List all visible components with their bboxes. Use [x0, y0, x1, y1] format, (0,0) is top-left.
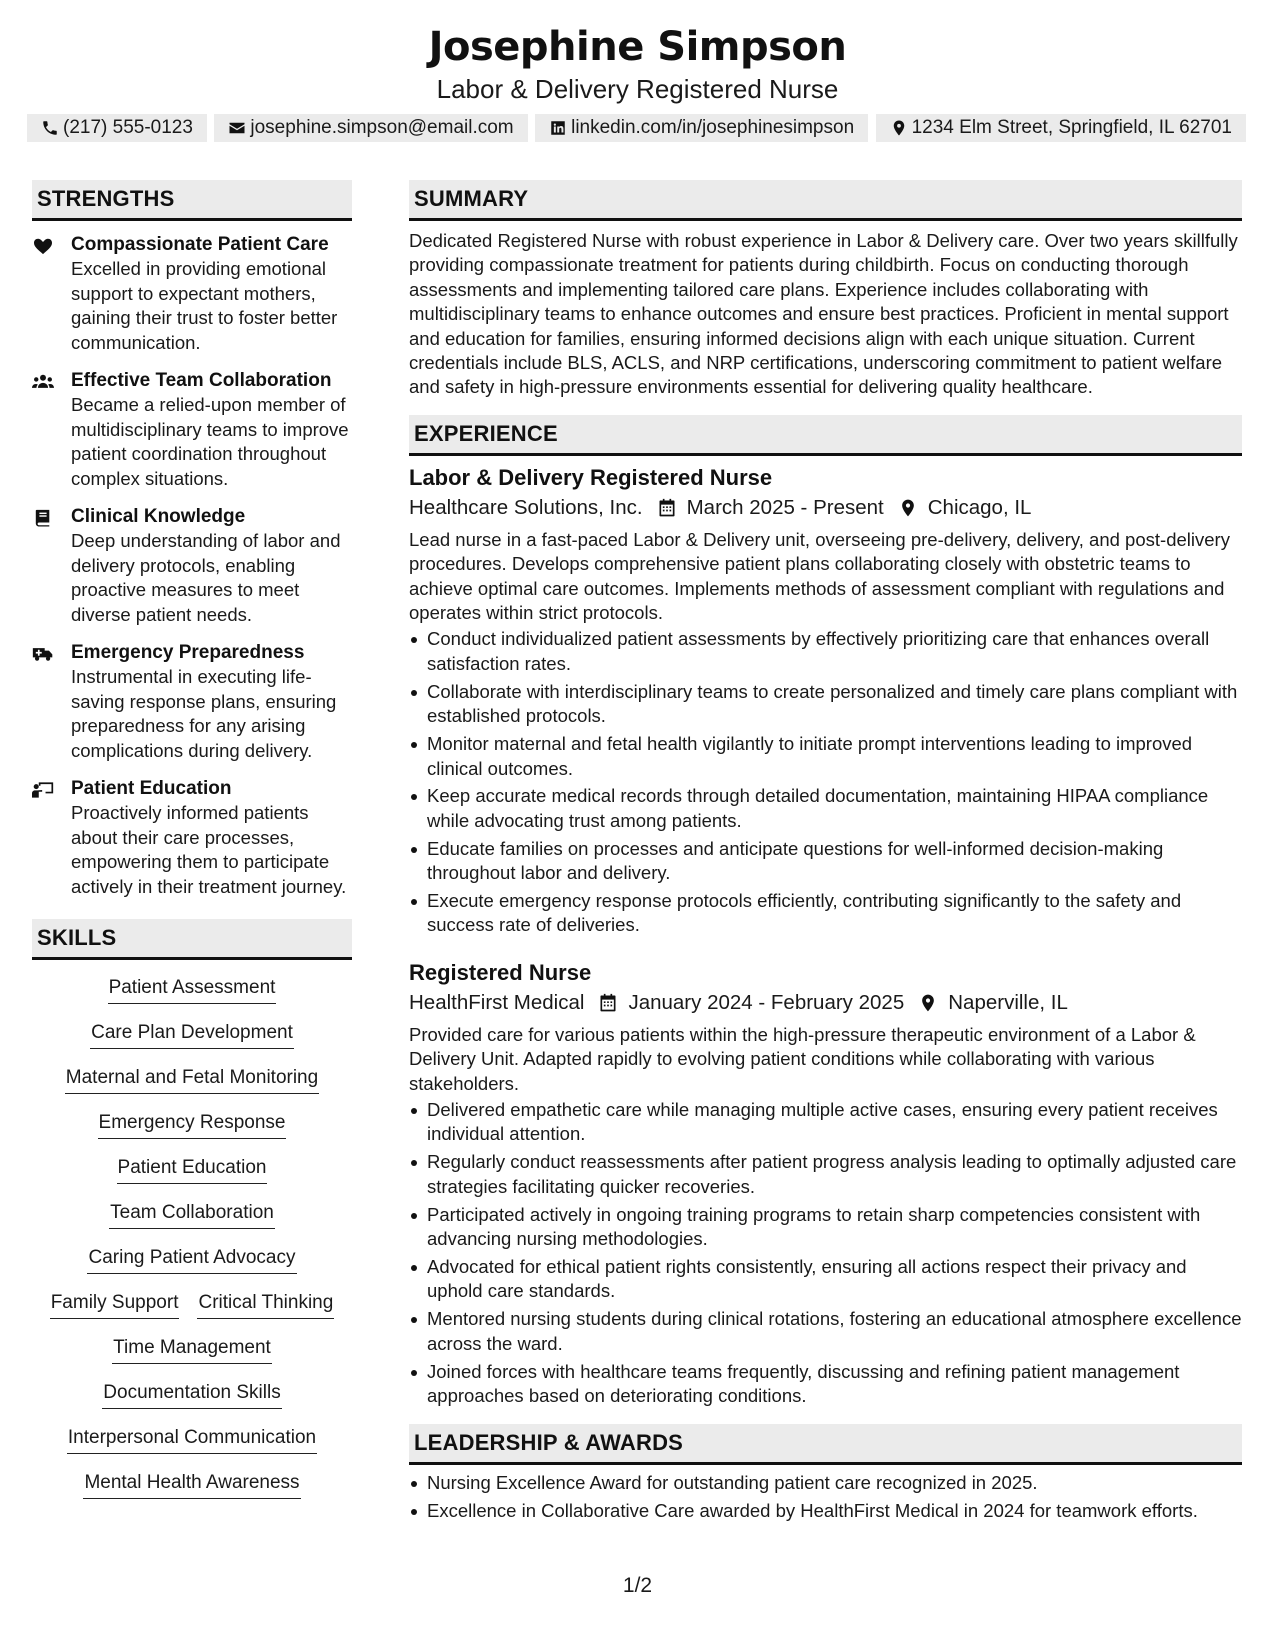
heart-icon — [32, 237, 54, 255]
strength-item — [32, 369, 352, 491]
contact-linkedin[interactable] — [535, 114, 868, 142]
strength-desc: Became a relied-upon member of multidisciplinary teams to improve patient coordination throughout complex situations. — [71, 394, 349, 489]
skill-tag: Patient Education — [117, 1156, 268, 1184]
bullet-item: Regularly conduct reassessments after patient progress analysis leading to optimally adjusted care strategies facilitating quicker recoveries. — [409, 1150, 1242, 1199]
award-item: Nursing Excellence Award for outstanding patient care recognized in 2025. — [409, 1471, 1242, 1495]
skill-tag: Interpersonal Communication — [67, 1426, 317, 1454]
strengths-list — [32, 233, 352, 899]
strength-title: Clinical Knowledge — [71, 506, 246, 527]
envelope-icon — [228, 119, 246, 137]
book-icon — [32, 509, 54, 527]
bullet-item: Participated actively in ongoing training programs to retain sharp competencies consistent with advancing nursing methodologies. — [409, 1203, 1242, 1252]
calendar-icon — [657, 498, 677, 518]
strength-item — [32, 641, 352, 763]
job-description: Provided care for various patients within the high-pressure therapeutic environment of a Labor & Delivery Unit. Adapted rapidly to evolving patient conditions while collaborating with various stakeholders. — [409, 1023, 1196, 1094]
bullet-item: Advocated for ethical patient rights consistently, ensuring all actions respect their privacy and uphold care standards. — [409, 1255, 1242, 1304]
job-description: Lead nurse in a fast-paced Labor & Delivery unit, overseeing pre-delivery, delivery, and post-delivery procedures. Develops comprehensive patient plans collaborating closely with obstetric teams to achieve optimal care outcomes. Implements methods of assessment compliant with regulations and operates within strict protocols. — [409, 528, 1230, 624]
map-marker-icon — [898, 498, 918, 518]
skill-tag: Team Collaboration — [109, 1201, 275, 1229]
leadership-section — [409, 1424, 1242, 1523]
skill-tag: Critical Thinking — [197, 1291, 334, 1319]
bullet-item: Keep accurate medical records through detailed documentation, maintaining HIPAA compliance while advocating trust among patients. — [409, 784, 1242, 833]
contact-phone[interactable] — [27, 114, 207, 142]
calendar-icon — [598, 993, 618, 1013]
award-item: Excellence in Collaborative Care awarded by HealthFirst Medical in 2024 for teamwork efforts. — [409, 1499, 1242, 1523]
skill-tag: Patient Assessment — [108, 976, 277, 1004]
candidate-name: Josephine Simpson — [428, 24, 847, 70]
skill-tag: Time Management — [112, 1336, 272, 1364]
strength-item — [32, 505, 352, 627]
job-meta — [409, 988, 1242, 1018]
map-marker-icon — [890, 119, 908, 137]
skill-tag: Maternal and Fetal Monitoring — [65, 1066, 319, 1094]
ambulance-icon — [32, 645, 54, 663]
phone-icon — [41, 119, 59, 137]
skills-heading: SKILLS — [32, 919, 352, 960]
users-icon — [32, 373, 54, 391]
map-marker-icon — [918, 993, 938, 1013]
strength-item — [32, 777, 352, 899]
address-text: 1234 Elm Street, Springfield, IL 62701 — [911, 117, 1232, 138]
bullet-item: Conduct individualized patient assessments by effectively prioritizing care that enhances overall satisfaction rates. — [409, 627, 1242, 676]
phone-text: (217) 555-0123 — [63, 117, 193, 138]
strengths-heading: STRENGTHS — [32, 180, 352, 221]
experience-section — [409, 415, 1242, 1409]
job-bullets — [409, 627, 1242, 937]
job-company: HealthFirst Medical — [409, 990, 585, 1014]
skill-tag: Caring Patient Advocacy — [87, 1246, 296, 1274]
job-location: Naperville, IL — [948, 990, 1068, 1014]
right-column — [409, 180, 1242, 1527]
strength-title: Effective Team Collaboration — [71, 370, 332, 391]
left-column — [32, 180, 352, 1506]
strength-title: Compassionate Patient Care — [71, 234, 329, 255]
linkedin-text: linkedin.com/in/josephinesimpson — [571, 117, 855, 138]
job-dates: January 2024 - February 2025 — [628, 990, 905, 1014]
contact-bar — [27, 114, 1246, 142]
job-meta — [409, 493, 1242, 523]
skills-list — [32, 966, 352, 1506]
strength-title: Patient Education — [71, 778, 232, 799]
candidate-title: Labor & Delivery Registered Nurse — [436, 74, 839, 104]
job-company: Healthcare Solutions, Inc. — [409, 495, 643, 519]
job-bullets — [409, 1098, 1242, 1408]
skill-tag: Care Plan Development — [90, 1021, 294, 1049]
bullet-item: Educate families on processes and anticipate questions for well-informed decision-making throughout labor and delivery. — [409, 837, 1242, 886]
contact-address — [876, 114, 1246, 142]
job-location: Chicago, IL — [927, 495, 1032, 519]
bullet-item: Collaborate with interdisciplinary teams to create personalized and timely care plans compliant with established protocols. — [409, 680, 1242, 729]
skill-tag: Documentation Skills — [102, 1381, 281, 1409]
bullet-item: Joined forces with healthcare teams frequently, discussing and refining patient management approaches based on deteriorating conditions. — [409, 1360, 1242, 1409]
job-entry — [409, 958, 1242, 1409]
skill-tag: Family Support — [50, 1291, 180, 1319]
job-entry — [409, 463, 1242, 938]
linkedin-icon — [549, 119, 567, 137]
leadership-heading: LEADERSHIP & AWARDS — [409, 1424, 1242, 1465]
awards-list — [409, 1471, 1242, 1523]
skills-section — [32, 919, 352, 1506]
skill-tag: Emergency Response — [98, 1111, 287, 1139]
strength-item — [32, 233, 352, 355]
page-number: 1/2 — [622, 1574, 653, 1597]
experience-heading: EXPERIENCE — [409, 415, 1242, 456]
summary-text: Dedicated Registered Nurse with robust experience in Labor & Delivery care. Over two years skillfully providing compassionate treatment for patients during childbirth. Focus on conducting thorough assessments and implementing tailored care plans. Experience includes collaborating with multidisciplinary teams to enhance outcomes and ensure best practices. Proficient in mental support and education for families, ensuring informed decisions align with each unique situation. Current credentials include BLS, ACLS, and NRP certifications, underscoring commitment to patient welfare and safety in high-pressure environments essential for delivering quality healthcare. — [409, 230, 1238, 398]
job-title: Registered Nurse — [409, 959, 592, 985]
bullet-item: Monitor maternal and fetal health vigilantly to initiate prompt interventions leading to improved clinical outcomes. — [409, 732, 1242, 781]
strength-title: Emergency Preparedness — [71, 642, 305, 663]
job-dates: March 2025 - Present — [686, 495, 884, 519]
strength-desc: Instrumental in executing life-saving response plans, ensuring preparedness for any arising complications during delivery. — [71, 666, 337, 761]
chalkboard-teacher-icon — [32, 781, 54, 799]
summary-heading: SUMMARY — [409, 180, 1242, 221]
strength-desc: Proactively informed patients about their care processes, empowering them to participate actively in their treatment journey. — [71, 802, 347, 897]
job-title: Labor & Delivery Registered Nurse — [409, 464, 773, 490]
strength-desc: Deep understanding of labor and delivery protocols, enabling proactive measures to meet diverse patient needs. — [71, 530, 341, 625]
skill-tag: Mental Health Awareness — [83, 1471, 300, 1499]
email-text: josephine.simpson@email.com — [250, 117, 514, 138]
strength-desc: Excelled in providing emotional support to expectant mothers, gaining their trust to foster better communication. — [71, 258, 338, 353]
bullet-item: Execute emergency response protocols efficiently, contributing significantly to the safety and success rate of deliveries. — [409, 889, 1242, 938]
contact-email[interactable] — [214, 114, 527, 142]
bullet-item: Delivered empathetic care while managing multiple active cases, ensuring every patient receives individual attention. — [409, 1098, 1242, 1147]
bullet-item: Mentored nursing students during clinical rotations, fostering an educational atmosphere excellence across the ward. — [409, 1307, 1242, 1356]
